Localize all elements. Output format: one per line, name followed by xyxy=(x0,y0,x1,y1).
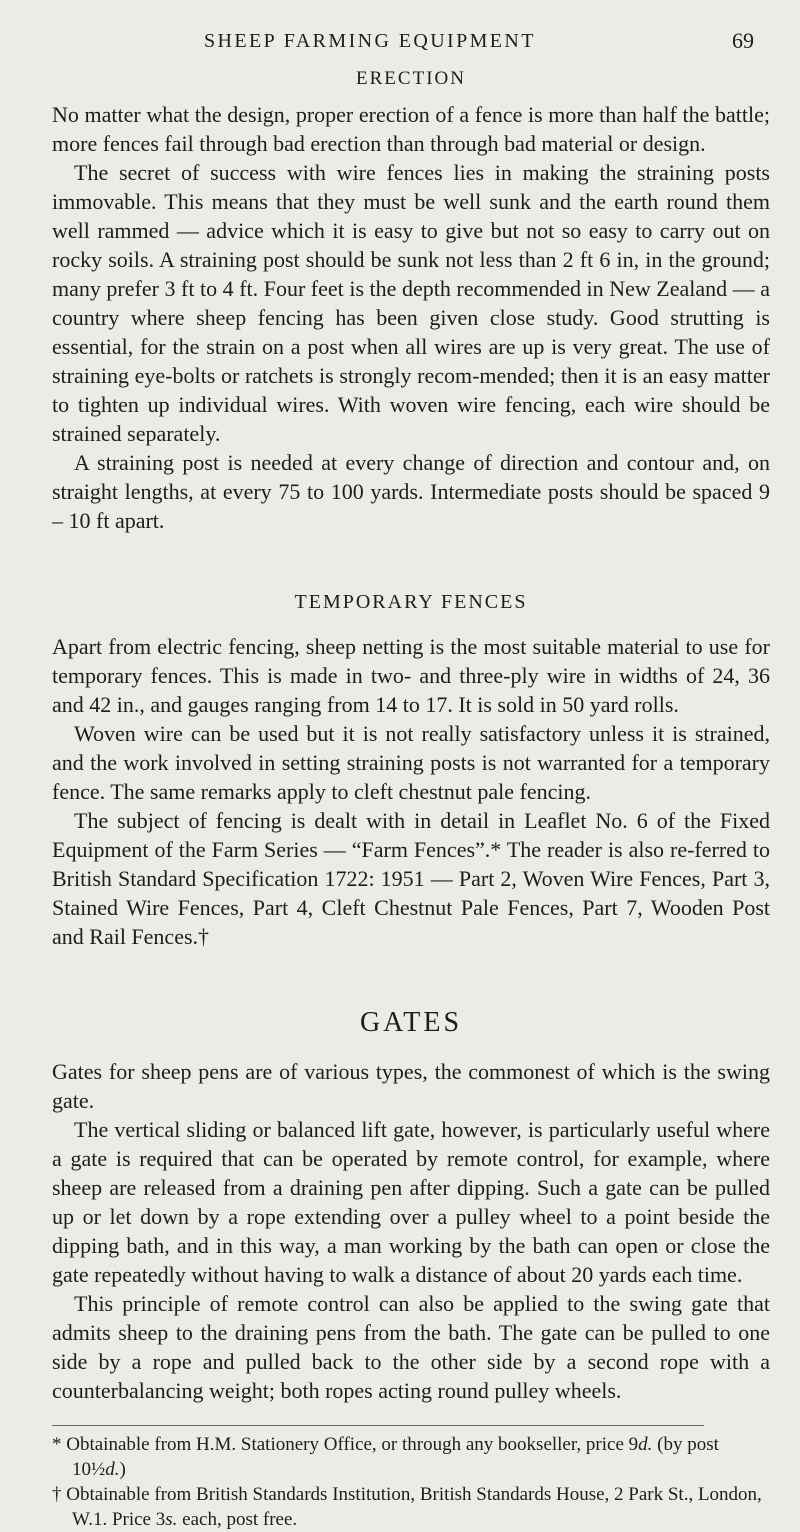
section-gates xyxy=(52,1007,770,1405)
running-title: SHEEP FARMING EQUIPMENT xyxy=(204,30,536,52)
paragraph: The secret of success with wire fences lies in making the straining posts immovable. This means that they must be well sunk and the earth round them well rammed — advice which it is easy to give but not so easy to carry out on rocky soils. A straining post should be sunk not less than 2 ft 6 in, in the ground; many prefer 3 ft to 4 ft. Four feet is the depth recommended in New Zealand — a country where sheep fencing has been given close study. Good strutting is essential, for the strain on a post when all wires are up is very great. The use of straining eye-bolts or ratchets is strongly recom-mended; then it is an easy matter to tighten up individual wires. With woven wire fencing, each wire should be strained separately. xyxy=(52,160,770,446)
footnote-divider xyxy=(52,1425,704,1426)
footnote-text: † Obtainable from British Standards Institution, British Standards House, 2 Park St., London, W.1. Price 3 xyxy=(52,1484,762,1530)
paragraph: A straining post is needed at every change of direction and contour and, on straight lengths, at every 75 to 100 yards. Intermediate posts should be spaced 9 – 10 ft apart. xyxy=(52,450,770,533)
running-head xyxy=(52,28,770,64)
footnote xyxy=(52,1482,770,1532)
footnote-italic: s. xyxy=(165,1509,178,1530)
footnote-text: (by post 10½ xyxy=(72,1434,719,1480)
section-temporary-fences xyxy=(52,591,770,951)
paragraph: No matter what the design, proper erection of a fence is more than half the battle; more fences fail through bad erection than through bad material or design. xyxy=(52,102,770,156)
section-heading-temporary-fences: TEMPORARY FENCES xyxy=(294,591,528,613)
paragraph: Gates for sheep pens are of various types, the commonest of which is the swing gate. xyxy=(52,1059,770,1113)
paragraph: The vertical sliding or balanced lift gate, however, is particularly useful where a gate is required that can be operated by remote control, for example, where sheep are released from a draining pen after dipping. Such a gate can be pulled up or let down by a rope extending over a pulley wheel to a point beside the dipping bath, and in this way, a man working by the bath can open or close the gate repeatedly without having to walk a distance of about 20 yards each time. xyxy=(52,1117,770,1287)
paragraph: Woven wire can be used but it is not really satisfactory unless it is strained, and the work involved in setting straining posts is not warranted for a temporary fence. The same remarks apply to cleft chestnut pale fencing. xyxy=(52,721,770,804)
section-erection xyxy=(52,68,770,535)
section-heading-erection: ERECTION xyxy=(356,68,466,89)
page-number: 69 xyxy=(732,28,754,53)
section-heading-gates: GATES xyxy=(359,1007,463,1038)
footnote-italic: d. xyxy=(638,1434,653,1455)
footnote-italic: d. xyxy=(105,1459,120,1480)
paragraph: Apart from electric fencing, sheep netting is the most suitable material to use for temporary fences. This is made in two- and three-ply wire in widths of 24, 36 and 42 in., and gauges ranging from 14 to 17. It is sold in 50 yard rolls. xyxy=(52,634,770,717)
footnote-text: each, post free. xyxy=(177,1509,298,1530)
paragraph: The subject of fencing is dealt with in detail in Leaflet No. 6 of the Fixed Equipment of the Farm Series — “Farm Fences”.* The reader is also re-ferred to British Standard Specification 1722: 1951 — Part 2, Woven Wire Fences, Part 3, Stained Wire Fences, Part 4, Cleft Chestnut Pale Fences, Part 7, Wooden Post and Rail Fences.† xyxy=(52,808,770,949)
book-page xyxy=(52,28,770,1532)
paragraph: This principle of remote control can also be applied to the swing gate that admits sheep to the draining pens from the bath. The gate can be pulled to one side by a rope and pulled back to the other side by a second rope with a counterbalancing weight; both ropes acting round pulley wheels. xyxy=(52,1291,770,1403)
footnote-text: * Obtainable from H.M. Stationery Office, or through any bookseller, price 9 xyxy=(52,1434,639,1455)
footnote-text: ) xyxy=(119,1459,126,1480)
footnotes xyxy=(52,1432,770,1532)
footnote xyxy=(52,1432,770,1482)
